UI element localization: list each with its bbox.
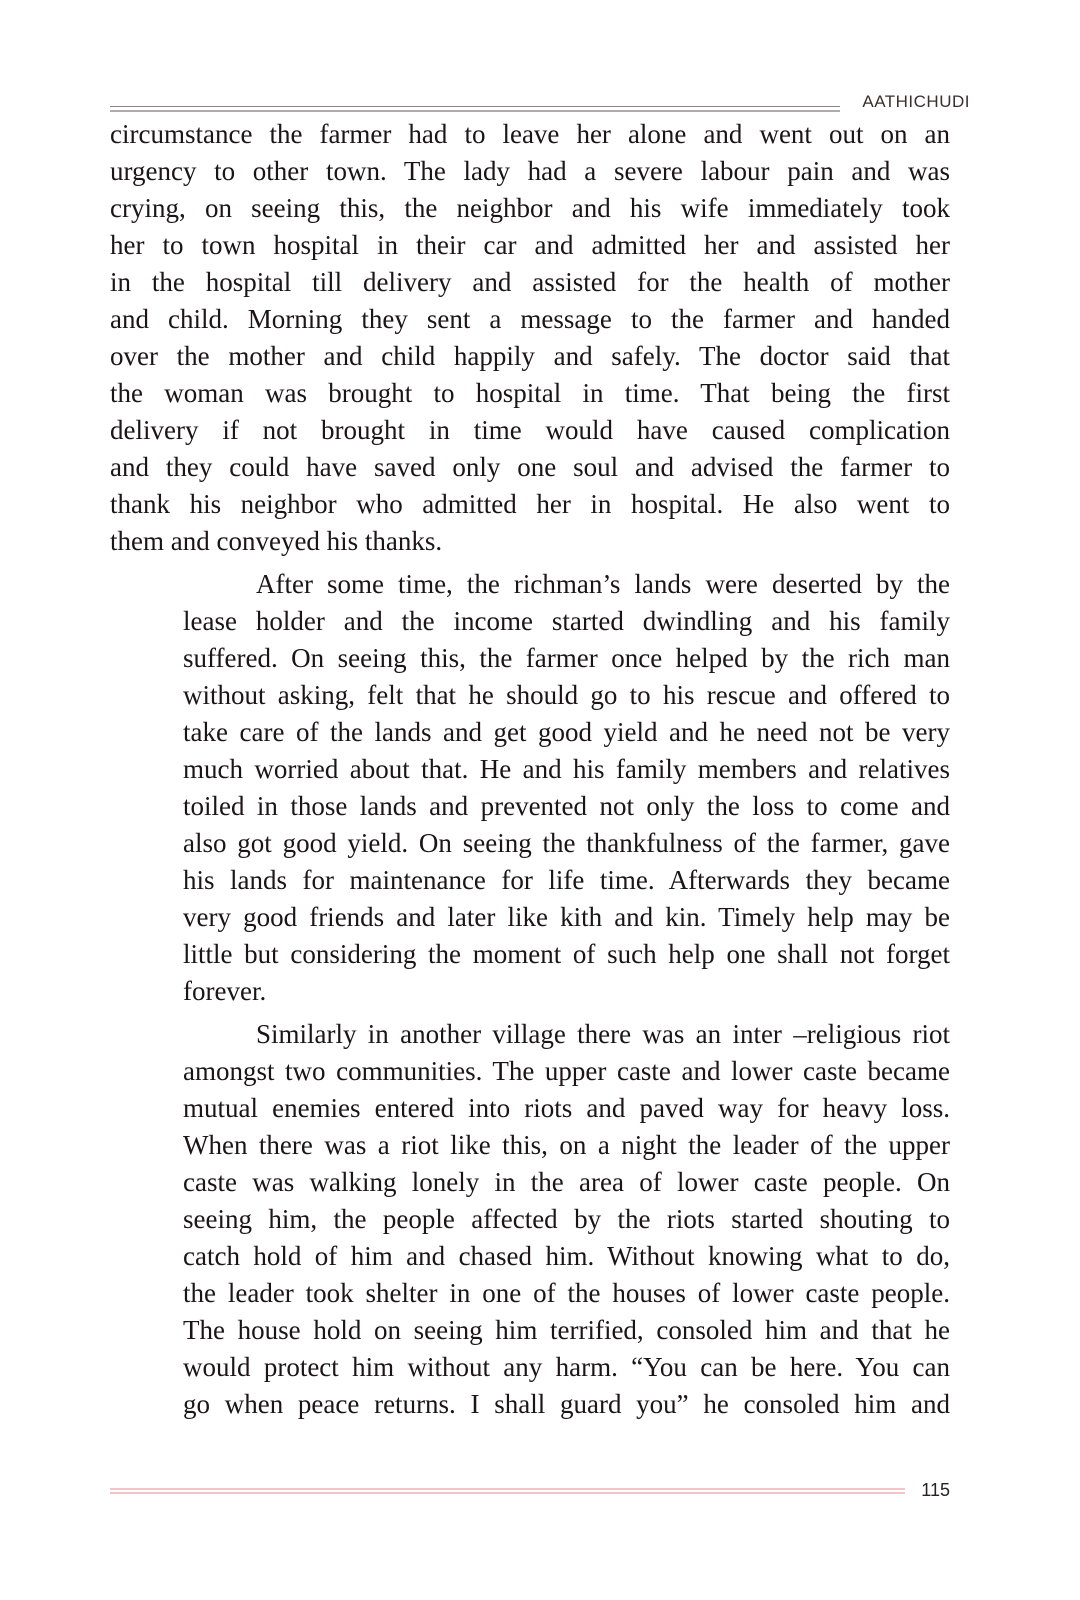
text-line: in the hospital till delivery and assisted for the health of mother xyxy=(110,267,950,297)
text-line: suffered. On seeing this, the farmer once helped by the rich man xyxy=(183,643,950,673)
text-line: little but considering the moment of such help one shall not forget xyxy=(183,939,950,969)
text-line: caste was walking lonely in the area of lower caste people. On xyxy=(183,1167,950,1197)
text-line: over the mother and child happily and safely. The doctor said that xyxy=(110,341,950,371)
text-line: lease holder and the income started dwindling and his family xyxy=(183,606,950,636)
text-line: After some time, the richman’s lands were deserted by the xyxy=(256,569,950,599)
text-line: When there was a riot like this, on a night the leader of the upper xyxy=(183,1130,950,1160)
text-line: forever. xyxy=(183,976,267,1006)
paragraph-riot xyxy=(110,1016,950,1423)
text-line: without asking, felt that he should go to his rescue and offered to xyxy=(183,680,950,710)
text-line: much worried about that. He and his family members and relatives xyxy=(183,754,950,784)
text-line: Similarly in another village there was an inter –religious riot xyxy=(256,1019,950,1049)
text-line: catch hold of him and chased him. Without knowing what to do, xyxy=(183,1241,950,1271)
text-line: amongst two communities. The upper caste and lower caste became xyxy=(183,1056,950,1086)
text-line: urgency to other town. The lady had a severe labour pain and was xyxy=(110,156,950,186)
text-line: circumstance the farmer had to leave her alone and went out on an xyxy=(110,119,950,149)
text-line: the woman was brought to hospital in time. That being the first xyxy=(110,378,950,408)
page-footer xyxy=(110,1478,950,1502)
text-line: take care of the lands and get good yield and he need not be very xyxy=(183,717,950,747)
running-title: AATHICHUDI xyxy=(862,92,970,111)
text-line: her to town hospital in their car and admitted her and assisted her xyxy=(110,230,950,260)
text-line: thank his neighbor who admitted her in hospital. He also went to xyxy=(110,489,950,519)
text-line: his lands for maintenance for life time. Afterwards they became xyxy=(183,865,950,895)
paragraph-richman-lands xyxy=(110,566,950,1010)
footer-rule xyxy=(110,1488,905,1494)
text-line: seeing him, the people affected by the riots started shouting to xyxy=(183,1204,950,1234)
text-line: also got good yield. On seeing the thankfulness of the farmer, gave xyxy=(183,828,950,858)
text-line: the leader took shelter in one of the houses of lower caste people. xyxy=(183,1278,950,1308)
text-line: and child. Morning they sent a message to the farmer and handed xyxy=(110,304,950,334)
text-line: toiled in those lands and prevented not only the loss to come and xyxy=(183,791,950,821)
text-line: very good friends and later like kith and kin. Timely help may be xyxy=(183,902,950,932)
text-line: and they could have saved only one soul and advised the farmer to xyxy=(110,452,950,482)
text-line: mutual enemies entered into riots and paved way for heavy loss. xyxy=(183,1093,950,1123)
page-number: 115 xyxy=(921,1480,950,1500)
text-line: The house hold on seeing him terrified, consoled him and that he xyxy=(183,1315,950,1345)
text-line: them and conveyed his thanks. xyxy=(110,526,443,556)
page-body xyxy=(110,116,950,1429)
running-header xyxy=(110,92,970,116)
text-line: would protect him without any harm. “You can be here. You can xyxy=(183,1352,950,1382)
text-line: delivery if not brought in time would have caused complication xyxy=(110,415,950,445)
header-rule xyxy=(110,106,840,112)
paragraph-continuation xyxy=(110,116,950,560)
text-line: go when peace returns. I shall guard you” he consoled him and xyxy=(183,1389,950,1419)
text-line: crying, on seeing this, the neighbor and his wife immediately took xyxy=(110,193,950,223)
